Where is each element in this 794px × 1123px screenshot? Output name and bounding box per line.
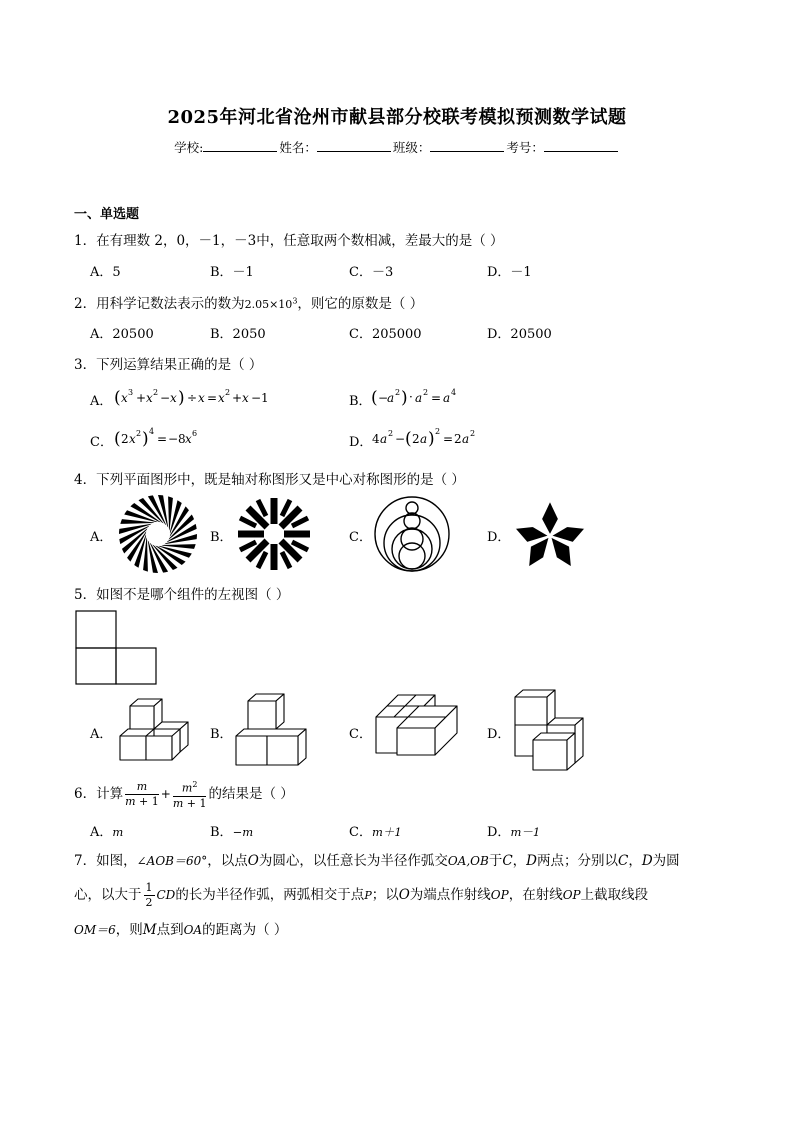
q4-option-d-figure xyxy=(510,496,590,576)
question-3-stem: 3．下列运算结果正确的是（ ） xyxy=(74,357,263,373)
svg-text:x: x xyxy=(242,391,249,405)
q5-option-a-figure xyxy=(116,696,196,768)
q2-math-exp: 3 xyxy=(292,296,298,306)
q3-option-b-formula xyxy=(371,384,471,412)
q4-option-d-label: D． xyxy=(487,530,511,545)
svg-text:a: a xyxy=(415,391,423,405)
class-label: 班级： xyxy=(392,140,431,155)
svg-text:a: a xyxy=(387,391,395,405)
svg-text:2: 2 xyxy=(388,429,394,438)
svg-text:(: ( xyxy=(405,429,412,449)
q7-half-fraction: $\frac{1}{2}$ xyxy=(145,881,153,909)
svg-text:−: − xyxy=(395,432,406,446)
section-heading: 一、单选题 xyxy=(74,207,140,222)
q6-suffix: 的结果是（ ） xyxy=(208,785,294,802)
svg-text:1: 1 xyxy=(261,391,269,405)
q2-math xyxy=(245,298,298,311)
q6-fraction-1: $\frac{m}{m + 1}$ xyxy=(125,779,159,808)
q3-option-d-formula xyxy=(372,425,492,453)
svg-text:−: − xyxy=(160,391,171,405)
q1-option-b: B．－1 xyxy=(210,265,254,280)
q3-option-b-label: B． xyxy=(349,394,372,409)
q2-option-c: C．205000 xyxy=(349,327,422,342)
q3-option-c-formula xyxy=(114,425,214,453)
svg-text:a: a xyxy=(380,432,388,446)
name-label: 姓名： xyxy=(279,140,317,155)
number-blank xyxy=(544,139,618,152)
q2-option-a: A．20500 xyxy=(90,327,154,342)
q6-option-c: C．m＋1 xyxy=(349,825,402,840)
svg-text:4: 4 xyxy=(451,388,457,397)
svg-text:2: 2 xyxy=(435,427,441,436)
svg-text:x: x xyxy=(170,391,177,405)
q2-prefix: 2．用科学记数法表示的数为 xyxy=(74,296,245,312)
svg-text:=: = xyxy=(443,432,454,446)
svg-text:=: = xyxy=(157,432,168,446)
q1-option-c: C．－3 xyxy=(349,265,394,280)
svg-text:2: 2 xyxy=(136,429,142,438)
q5-option-c-label: C． xyxy=(349,727,372,742)
question-7-stem xyxy=(74,844,724,947)
svg-text:−8: −8 xyxy=(168,432,186,446)
q4-option-c-label: C． xyxy=(349,530,372,545)
svg-text:x: x xyxy=(198,391,205,405)
svg-text:(: ( xyxy=(371,388,378,408)
q4-option-a-label: A． xyxy=(90,530,113,545)
q5-option-b-figure xyxy=(234,692,314,770)
q3-option-a-formula xyxy=(114,384,284,412)
question-6-stem: 6．计算 $\frac{m}{m + 1}$ + $\frac{m^2}{m + 1}$ 的结果是（ ） xyxy=(74,779,294,810)
svg-text:=: = xyxy=(207,391,218,405)
q4-option-b-label: B． xyxy=(210,530,233,545)
q7-line-2: 心，以大于 $\frac{1}{2}$ CD的长为半径作弧，两弧相交于点P；以O为端点作射线OP，在射线OP上截取线段 xyxy=(74,881,649,909)
q3-option-c-label: C． xyxy=(90,435,113,450)
q5-option-d-label: D． xyxy=(487,727,511,742)
svg-text:2: 2 xyxy=(395,388,401,397)
q6-prefix: 6．计算 xyxy=(74,785,124,802)
q4-option-c-figure xyxy=(372,494,452,574)
svg-text:x: x xyxy=(218,391,225,405)
svg-text:(: ( xyxy=(114,388,121,408)
svg-text:+: + xyxy=(232,391,243,405)
svg-text:÷: ÷ xyxy=(187,391,198,405)
svg-text:2: 2 xyxy=(454,432,462,446)
q5-option-d-figure xyxy=(511,688,593,772)
q4-option-a-figure xyxy=(118,494,198,574)
svg-text:2: 2 xyxy=(412,432,420,446)
svg-text:4: 4 xyxy=(372,432,380,446)
svg-text:−: − xyxy=(378,391,389,405)
number-label: 考号： xyxy=(506,140,544,155)
svg-text:3: 3 xyxy=(128,388,134,397)
svg-text:): ) xyxy=(178,388,185,408)
page-title: 2025年河北省沧州市献县部分校联考模拟预测数学试题 xyxy=(167,107,627,128)
svg-text:2: 2 xyxy=(153,388,159,397)
svg-text:x: x xyxy=(129,432,136,446)
q5-option-a-label: A． xyxy=(90,727,113,742)
svg-text:a: a xyxy=(462,432,470,446)
svg-text:x: x xyxy=(121,391,128,405)
svg-text:a: a xyxy=(420,432,428,446)
q2-suffix: ，则它的原数是（ ） xyxy=(297,296,424,312)
school-blank xyxy=(203,139,277,152)
school-label: 学校: xyxy=(174,140,204,155)
question-4-stem: 4．下列平面图形中，既是轴对称图形又是中心对称图形的是（ ） xyxy=(74,472,465,488)
q6-option-a: A．m xyxy=(90,825,124,840)
class-blank xyxy=(430,139,504,152)
q3-option-d-label: D． xyxy=(349,435,373,450)
svg-text:4: 4 xyxy=(149,427,155,436)
q7-line-3: OM＝6，则M点到OA的距离为（ ） xyxy=(74,922,288,938)
q5-option-c-figure xyxy=(373,690,463,760)
svg-text:−: − xyxy=(251,391,262,405)
svg-text:+: + xyxy=(136,391,147,405)
svg-text:): ) xyxy=(401,388,408,408)
q4-option-b-figure xyxy=(234,494,314,574)
q7-line-1: 7．如图，∠AOB＝60°，以点O为圆心，以任意长为半径作弧交OA,OB于C，D两点；分别以C，D为圆 xyxy=(74,853,680,869)
q6-option-b: B．−m xyxy=(210,825,254,840)
student-info xyxy=(0,138,794,156)
svg-text:x: x xyxy=(146,391,153,405)
q2-option-d: D．20500 xyxy=(487,327,552,342)
q5-option-b-label: B． xyxy=(210,727,233,742)
question-5-stem: 5．如图不是哪个组件的左视图（ ） xyxy=(74,587,290,603)
q2-math-base: 2.05×10 xyxy=(244,298,293,311)
svg-text:·: · xyxy=(409,390,413,404)
svg-text:): ) xyxy=(142,429,149,449)
svg-text:(: ( xyxy=(114,429,121,449)
q6-option-d: D．m－1 xyxy=(487,825,541,840)
q1-option-d: D．－1 xyxy=(487,265,532,280)
svg-text:a: a xyxy=(443,391,451,405)
question-2-stem xyxy=(74,292,423,312)
q2-option-b: B．2050 xyxy=(210,327,266,342)
q6-fraction-2: $\frac{m^2}{m + 1}$ xyxy=(172,780,207,810)
q3-option-a-label: A． xyxy=(90,394,113,409)
svg-text:2: 2 xyxy=(423,388,429,397)
svg-text:=: = xyxy=(431,391,442,405)
q1-option-a: A．5 xyxy=(90,265,121,280)
svg-text:2: 2 xyxy=(225,388,231,397)
q5-left-view-figure xyxy=(74,609,158,685)
svg-text:): ) xyxy=(428,429,435,449)
svg-text:6: 6 xyxy=(192,429,198,438)
svg-text:x: x xyxy=(185,432,192,446)
svg-text:2: 2 xyxy=(121,432,129,446)
name-blank xyxy=(317,139,391,152)
question-1-stem: 1．在有理数 2，0，－1，－3中，任意取两个数相减，差最大的是（ ） xyxy=(74,233,504,249)
svg-text:2: 2 xyxy=(470,429,476,438)
